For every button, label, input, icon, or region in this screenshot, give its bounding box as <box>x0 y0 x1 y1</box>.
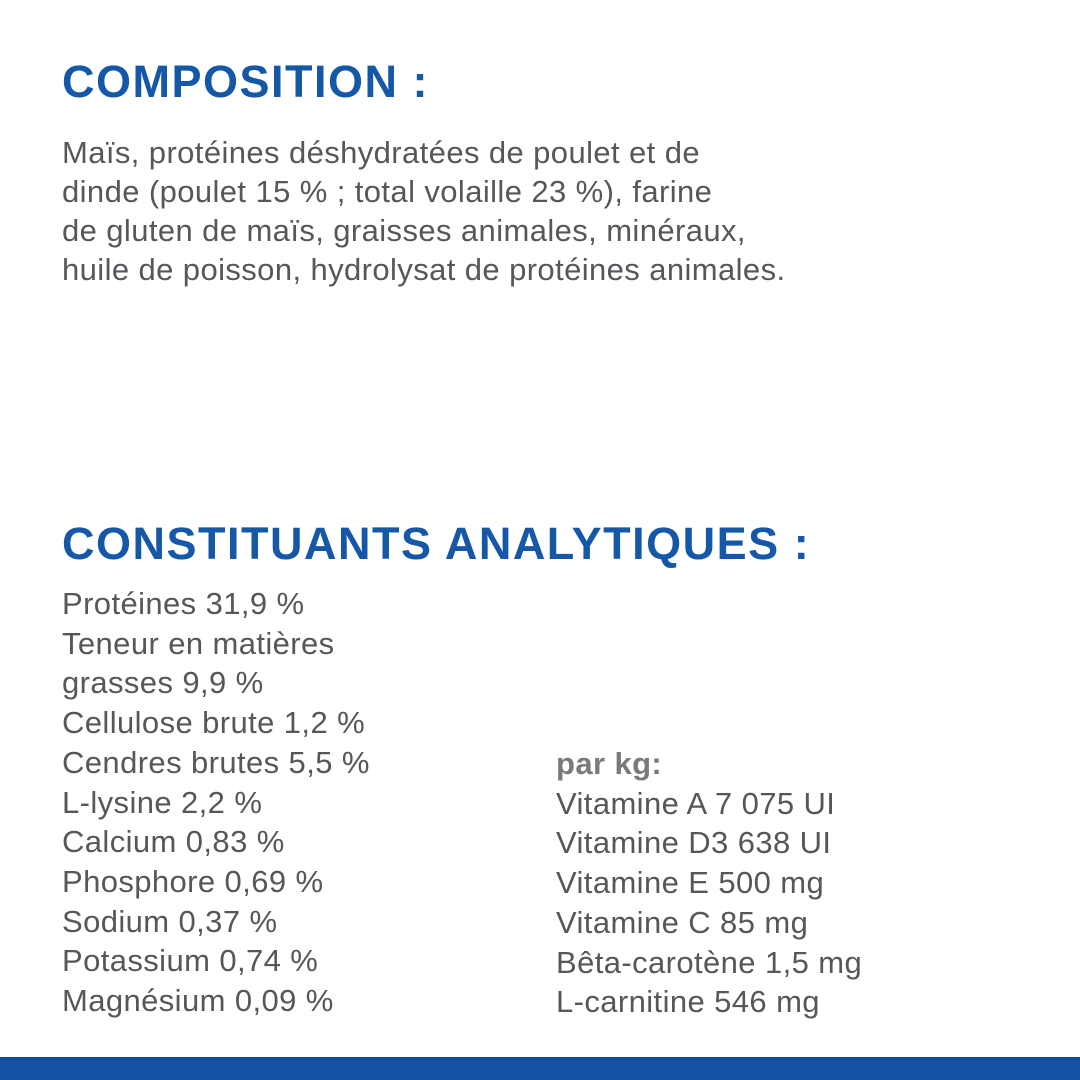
composition-text <box>62 133 786 289</box>
analytical-line-fat-1: Teneur en matières <box>62 625 335 661</box>
analytical-line-ash: Cendres brutes 5,5 % <box>62 744 370 780</box>
analytical-line-lysine: L-lysine 2,2 % <box>62 784 263 820</box>
analytical-line-fat-2: grasses 9,9 % <box>62 665 264 701</box>
vitamin-line-c: Vitamine C 85 mg <box>556 904 809 940</box>
vitamin-line-e: Vitamine E 500 mg <box>556 865 825 901</box>
analytical-line-fibre: Cellulose brute 1,2 % <box>62 705 366 741</box>
analytical-line-proteins: Protéines 31,9 % <box>62 586 305 621</box>
vitamin-line-d3: Vitamine D3 638 UI <box>556 825 832 861</box>
bottom-accent-bar <box>0 1057 1080 1080</box>
vitamin-line-a: Vitamine A 7 075 UI <box>556 785 836 821</box>
l-carnitine-line: L-carnitine 546 mg <box>556 984 820 1020</box>
composition-text-line: dinde (poulet 15 % ; total volaille 23 %), farine <box>62 174 713 209</box>
per-kg-label: par kg: <box>556 746 663 781</box>
analytical-left-column <box>62 584 370 1021</box>
analytical-constituents-title: CONSTITUANTS ANALYTIQUES : <box>62 518 811 569</box>
composition-text-line: huile de poisson, hydrolysat de protéines animales. <box>62 252 786 287</box>
analytical-line-potassium: Potassium 0,74 % <box>62 943 319 979</box>
beta-carotene-line: Bêta-carotène 1,5 mg <box>556 944 863 980</box>
composition-title: COMPOSITION : <box>62 56 429 107</box>
analytical-right-column <box>556 744 862 1022</box>
analytical-line-calcium: Calcium 0,83 % <box>62 824 285 860</box>
composition-text-line: Maïs, protéines déshydratées de poulet et de <box>62 135 700 170</box>
analytical-line-phosphorus: Phosphore 0,69 % <box>62 863 324 899</box>
analytical-line-magnesium: Magnésium 0,09 % <box>62 983 334 1019</box>
composition-text-line: de gluten de maïs, graisses animales, minéraux, <box>62 213 746 248</box>
analytical-line-sodium: Sodium 0,37 % <box>62 903 278 939</box>
